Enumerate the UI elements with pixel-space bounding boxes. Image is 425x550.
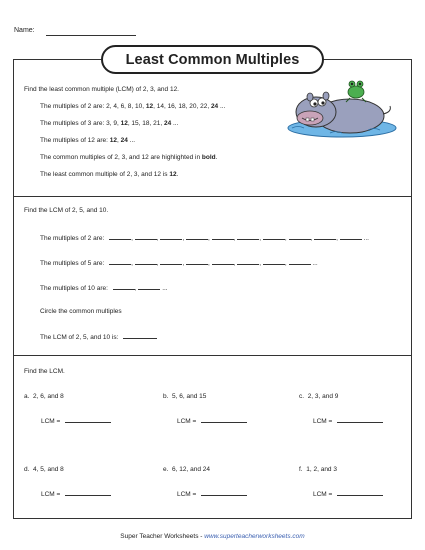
answer-blank[interactable] <box>314 233 336 240</box>
problem-d-answer: LCM = <box>41 489 111 499</box>
answer-blank[interactable] <box>109 233 131 240</box>
answer-blank[interactable] <box>135 233 157 240</box>
answer-blank[interactable] <box>160 258 182 265</box>
answer-blank[interactable] <box>289 258 311 265</box>
answer-blank[interactable] <box>337 416 383 423</box>
problem-e-answer: LCM = <box>177 489 247 499</box>
answer-blank[interactable] <box>340 233 362 240</box>
answer-blank[interactable] <box>113 283 135 290</box>
problem-b: b. 5, 6, and 15 <box>163 393 207 400</box>
answer-blank[interactable] <box>212 233 234 240</box>
answer-blank[interactable] <box>337 489 383 496</box>
exercise-circle: Circle the common multiples <box>40 308 122 315</box>
example-line-3: The multiples of 3 are: 3, 9, 12, 15, 18, 21, 24 ... <box>40 120 179 127</box>
answer-blank[interactable] <box>138 283 160 290</box>
page-title: Least Common Multiples <box>125 51 300 68</box>
exercise-intro: Find the LCM of 2, 5, and 10. <box>24 207 109 214</box>
answer-blank[interactable] <box>65 416 111 423</box>
section-divider-2 <box>13 355 412 356</box>
problem-a: a. 2, 6, and 8 <box>24 393 64 400</box>
exercise-line-5: The multiples of 5 are: , , , , , , , ... <box>40 260 318 267</box>
problem-e: e. 6, 12, and 24 <box>163 466 210 473</box>
footer-brand: Super Teacher Worksheets - <box>120 533 205 540</box>
exercise-lcm: The LCM of 2, 5, and 10 is: <box>40 332 157 342</box>
problem-c: c. 2, 3, and 9 <box>299 393 339 400</box>
exercise-line-2: The multiples of 2 are: , , , , , , , , , ... <box>40 235 369 242</box>
example-common: The common multiples of 2, 3, and 12 are highlighted in bold. <box>40 154 218 161</box>
problem-c-answer: LCM = <box>313 416 383 426</box>
answer-blank[interactable] <box>160 233 182 240</box>
example-line-12: The multiples of 12 are: 12, 24 ... <box>40 137 136 144</box>
section-divider-1 <box>13 196 412 197</box>
answer-blank[interactable] <box>186 258 208 265</box>
hippo-with-frog-icon <box>280 62 400 142</box>
footer-link[interactable]: www.superteacherworksheets.com <box>204 533 305 540</box>
name-field-line[interactable] <box>46 35 136 36</box>
problem-a-answer: LCM = <box>41 416 111 426</box>
answer-blank[interactable] <box>65 489 111 496</box>
answer-blank[interactable] <box>263 258 285 265</box>
answer-blank[interactable] <box>289 233 311 240</box>
answer-blank[interactable] <box>237 258 259 265</box>
footer <box>0 533 425 540</box>
example-lcm: The least common multiple of 2, 3, and 12 is 12. <box>40 171 179 178</box>
answer-blank[interactable] <box>212 258 234 265</box>
name-label: Name: <box>14 27 35 34</box>
answer-blank[interactable] <box>201 416 247 423</box>
problem-d: d. 4, 5, and 8 <box>24 466 64 473</box>
problem-b-answer: LCM = <box>177 416 247 426</box>
problem-f-answer: LCM = <box>313 489 383 499</box>
problem-f: f. 1, 2, and 3 <box>299 466 337 473</box>
example-intro: Find the least common multiple (LCM) of 2, 3, and 12. <box>24 86 179 93</box>
answer-blank[interactable] <box>135 258 157 265</box>
answer-blank[interactable] <box>237 233 259 240</box>
answer-blank[interactable] <box>201 489 247 496</box>
answer-blank[interactable] <box>263 233 285 240</box>
exercise-line-10: The multiples of 10 are: , ... <box>40 285 168 292</box>
answer-blank[interactable] <box>109 258 131 265</box>
example-line-2: The multiples of 2 are: 2, 4, 6, 8, 10, 12, 14, 16, 18, 20, 22, 24 ... <box>40 103 226 110</box>
problems-intro: Find the LCM. <box>24 368 65 375</box>
answer-blank[interactable] <box>123 332 157 339</box>
answer-blank[interactable] <box>186 233 208 240</box>
